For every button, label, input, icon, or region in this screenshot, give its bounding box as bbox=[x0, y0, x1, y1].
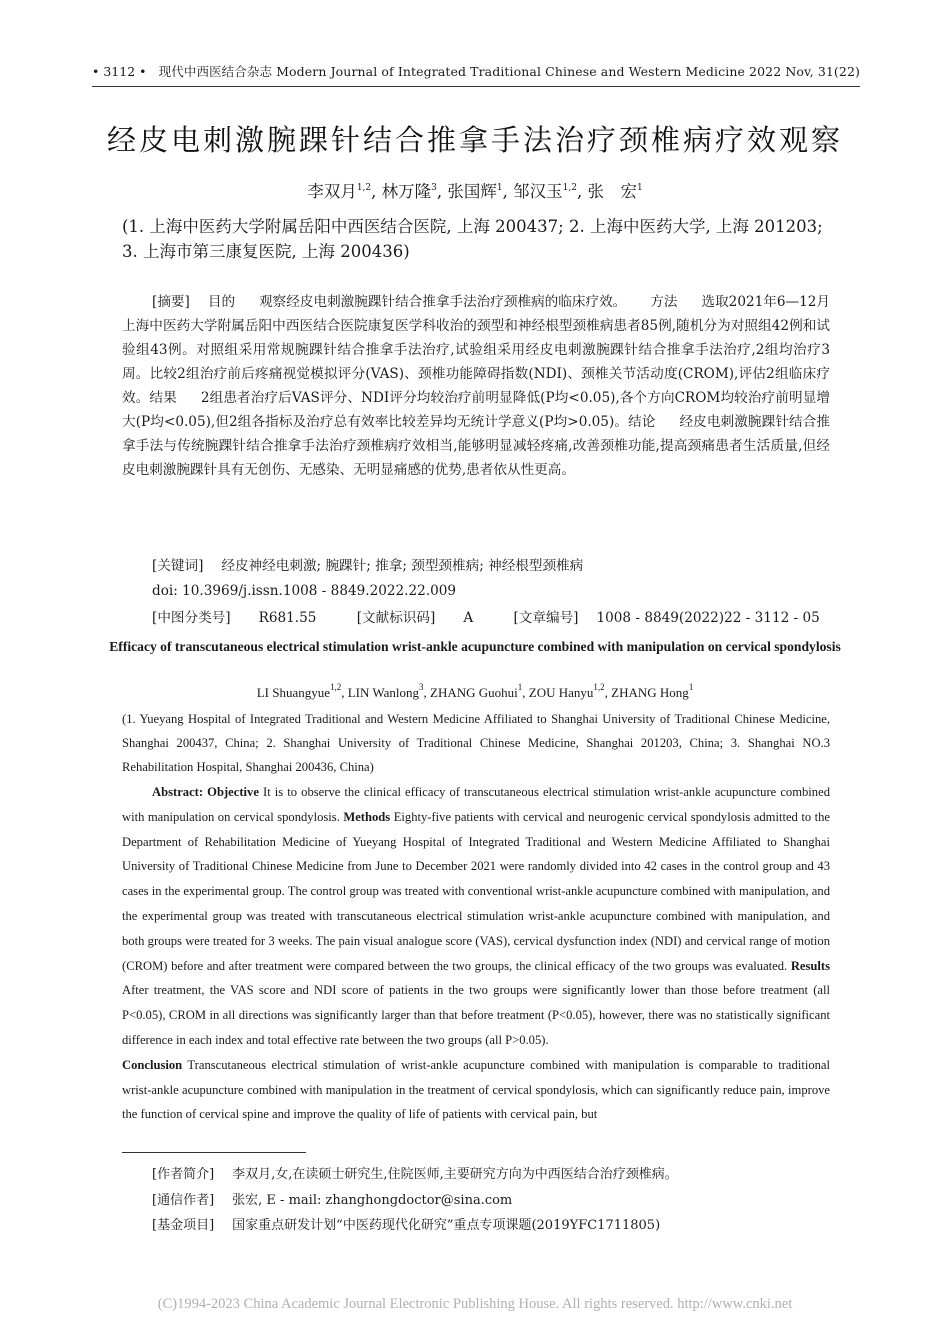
author-affil-mark: 1 bbox=[636, 183, 643, 193]
author-affil-mark: 1,2 bbox=[562, 183, 577, 193]
author-name: 林万隆 bbox=[381, 182, 432, 201]
author-affil-mark: 3 bbox=[419, 682, 424, 692]
footnote-corresponding bbox=[152, 1190, 832, 1212]
conclusion-en-text: Transcutaneous electrical stimulation of wrist-ankle acupuncture combined with manipulation is comparable to traditional wrist-ankle acupuncture combined with manipulation in the treatment of cervical spondylosis, which can significantly reduce pain, improve the function of cervical spine and improve the quality of life of patients with cervical pain, but bbox=[122, 1057, 830, 1122]
english-title: Efficacy of transcutaneous electrical stimulation wrist-ankle acupuncture combined with manipulation on cervical spondylosis bbox=[109, 639, 841, 654]
results-heading: 结果 bbox=[149, 390, 177, 406]
footnote-label: [ 通信作者 ] bbox=[152, 1193, 214, 1208]
footnote-rule bbox=[122, 1152, 306, 1153]
author-name: LIN Wanlong bbox=[347, 685, 420, 700]
author-separator: , bbox=[423, 685, 431, 700]
author-name: 张国辉 bbox=[447, 182, 497, 201]
author-separator: , bbox=[341, 685, 348, 700]
footnote-label: [ 作者简介 ] bbox=[152, 1167, 214, 1182]
results-en-heading: Results bbox=[790, 958, 830, 973]
authors-chinese bbox=[0, 180, 950, 204]
methods-heading: 方法 bbox=[650, 294, 678, 310]
conclusion-heading: 结论 bbox=[628, 414, 656, 430]
author-separator: , bbox=[436, 182, 443, 201]
author-affil-mark: 3 bbox=[431, 183, 437, 193]
keywords-value: 经皮神经电刺激; 腕踝针; 推拿; 颈型颈椎病; 神经根型颈椎病 bbox=[221, 558, 584, 574]
author-affil-mark: 1,2 bbox=[356, 183, 372, 193]
article-title: 经皮电刺激腕踝针结合推拿手法治疗颈椎病疗效观察 bbox=[106, 123, 843, 157]
page-number: • 3112 • bbox=[92, 64, 147, 79]
abstract-chinese bbox=[122, 290, 830, 482]
author-name: 李双月 bbox=[307, 182, 357, 201]
author-affil-mark: 1 bbox=[688, 682, 694, 692]
author-affil-mark: 1 bbox=[496, 183, 503, 193]
article-number-value: 1008 - 8849(2022)22 - 3112 - 05 bbox=[596, 610, 820, 626]
objective-en-text: It is to observe the clinical efficacy of transcutaneous electrical stimulation wrist-ankle acupuncture combined with manipulation on cervical spondylosis. bbox=[122, 785, 830, 824]
objective-en-heading: Objective bbox=[207, 785, 259, 799]
author-name: ZOU Hanyu bbox=[528, 685, 594, 700]
methods-text: 选取2021年6—12月上海中医药大学附属岳阳中西医结合医院康复医学科收治的颈型和神经根型颈椎病患者85例,随机分为对照组42例和试验组43例。对照组采用常规腕踝针结合推拿手法治疗,试验组采用经皮电刺激腕踝针结合推拿手法治疗,2组均治疗3周。比较2组治疗前后疼痛视觉模拟评分(VAS)、颈椎功能障碍指数(NDI)、颈椎关节活动度(CROM),评估2组临床疗效。 bbox=[122, 294, 831, 406]
footnote-value: 国家重点研发计划“中医药现代化研究”重点专项课题(2019YFC1711805) bbox=[232, 1218, 661, 1233]
author-separator: , bbox=[522, 685, 529, 700]
author-name: 张 宏 bbox=[587, 182, 637, 201]
header-rule bbox=[92, 86, 860, 87]
author-separator: , bbox=[502, 182, 508, 201]
footnote-funding bbox=[152, 1215, 832, 1237]
objective-heading: 目的 bbox=[207, 294, 236, 310]
clc-label: [ 中图分类号 ] bbox=[152, 610, 231, 626]
affiliations-english: (1. Yueyang Hospital of Integrated Traditional and Western Medicine Affiliated to Shanghai University of Traditional Chinese Medicine, Shanghai 200437, China; 2. Shanghai University of Traditional Chinese Medicine, Shanghai 201203, China; 3. Shanghai NO.3 Rehabilitation Hospital, Shanghai 200436, China) bbox=[122, 712, 830, 774]
authors-english bbox=[0, 682, 950, 704]
methods-en-heading: Methods bbox=[343, 809, 391, 824]
footnote-author-bio bbox=[152, 1164, 832, 1186]
author-separator: , bbox=[371, 182, 377, 201]
author-separator: , bbox=[604, 685, 612, 700]
doi-line: doi: 10.3969/j.issn.1008 - 8849.2022.22.009 bbox=[152, 583, 457, 599]
doc-code-label: [ 文献标识码 ] bbox=[357, 610, 436, 626]
article-number-label: [ 文章编号 ] bbox=[513, 610, 578, 626]
results-en-text: After treatment, the VAS score and NDI score of patients in the two groups were significantly lower than those before treatment (all P<0.05), CROM in all directions was significantly larger than that before treatment (P<0.05), however, there was no statistically significant difference in each index and total effective rate between the two groups (all P>0.05). bbox=[122, 983, 830, 1047]
author-name: ZHANG Guohui bbox=[430, 685, 518, 700]
conclusion-en-heading: Conclusion bbox=[122, 1057, 183, 1072]
methods-en-text: Eighty-five patients with cervical and neurogenic cervical spondylosis admitted to the Department of Rehabilitation Medicine of Yueyang Hospital of Integrated Traditional and Western Medicine Affiliated to Shanghai University of Traditional Chinese Medicine from June to December 2021 were randomly divided into 42 cases in the control group and 43 cases in the experimental group. The control group was treated with conventional wrist-ankle acupuncture combined with manipulation, and the experimental group was treated with transcutaneous electrical stimulation wrist-ankle acupuncture combined with manipulation, and both groups were treated for 3 weeks. The pain visual analogue score (VAS), cervical dysfunction index (NDI) and cervical range of motion (CROM) before and after treatment were compared between the two groups, the clinical efficacy of the two groups was evaluated. bbox=[122, 809, 830, 973]
running-header bbox=[92, 62, 860, 82]
affiliations-chinese: (1. 上海中医药大学附属岳阳中西医结合医院, 上海 200437; 2. 上海中医药大学, 上海 201203; 3. 上海市第三康复医院, 上海 200436) bbox=[122, 217, 823, 261]
keywords-line bbox=[152, 554, 832, 578]
footnote-value: 张宏, E - mail: zhanghongdoctor@sina.com bbox=[232, 1193, 513, 1208]
journal-citation: 现代中西医结合杂志 Modern Journal of Integrated Traditional Chinese and Western Medicine 2022 Nov, 31(22) bbox=[158, 64, 860, 79]
objective-text: 观察经皮电刺激腕踝针结合推拿手法治疗颈椎病的临床疗效。 bbox=[259, 294, 627, 310]
author-affil-mark: 1,2 bbox=[593, 682, 605, 692]
classification-line bbox=[152, 606, 832, 630]
results-text: 2组患者治疗后VAS评分、NDI评分均较治疗前明显降低(P均<0.05),各个方向CROM均较治疗前明显增大(P均<0.05),但2组各指标及治疗总有效率比较差异均无统计学意义(P均>0.05)。 bbox=[122, 390, 831, 430]
abstract-english bbox=[122, 780, 830, 1127]
doc-code-value: A bbox=[463, 610, 474, 626]
footnote-value: 李双月,女,在读硕士研究生,住院医师,主要研究方向为中西医结合治疗颈椎病。 bbox=[232, 1167, 678, 1182]
author-affil-mark: 1,2 bbox=[329, 682, 342, 692]
footnote-label: [ 基金项目 ] bbox=[152, 1218, 214, 1233]
author-name: ZHANG Hong bbox=[611, 685, 689, 700]
conclusion-text: 经皮电刺激腕踝针结合推拿手法与传统腕踝针结合推拿手法治疗颈椎病疗效相当,能够明显减轻疼痛,改善颈椎功能,提高颈痛患者生活质量,但经皮电刺激腕踝针具有无创伤、无感染、无明显痛感的优势,患者依从性更高。 bbox=[122, 414, 830, 478]
abstract-en-label: Abstract: bbox=[152, 785, 204, 799]
author-separator: , bbox=[576, 182, 583, 201]
keywords-label: [ 关键词 ] bbox=[152, 558, 203, 574]
author-name: 邹汉玉 bbox=[513, 182, 563, 201]
author-name: LI Shuangyue bbox=[256, 685, 330, 700]
abstract-label: [ 摘要 ] bbox=[152, 294, 190, 310]
author-affil-mark: 1 bbox=[517, 682, 523, 692]
clc-value: R681.55 bbox=[258, 610, 317, 626]
copyright-watermark: (C)1994-2023 China Academic Journal Electronic Publishing House. All rights reserved. http://www.cnki.net bbox=[157, 1296, 793, 1312]
